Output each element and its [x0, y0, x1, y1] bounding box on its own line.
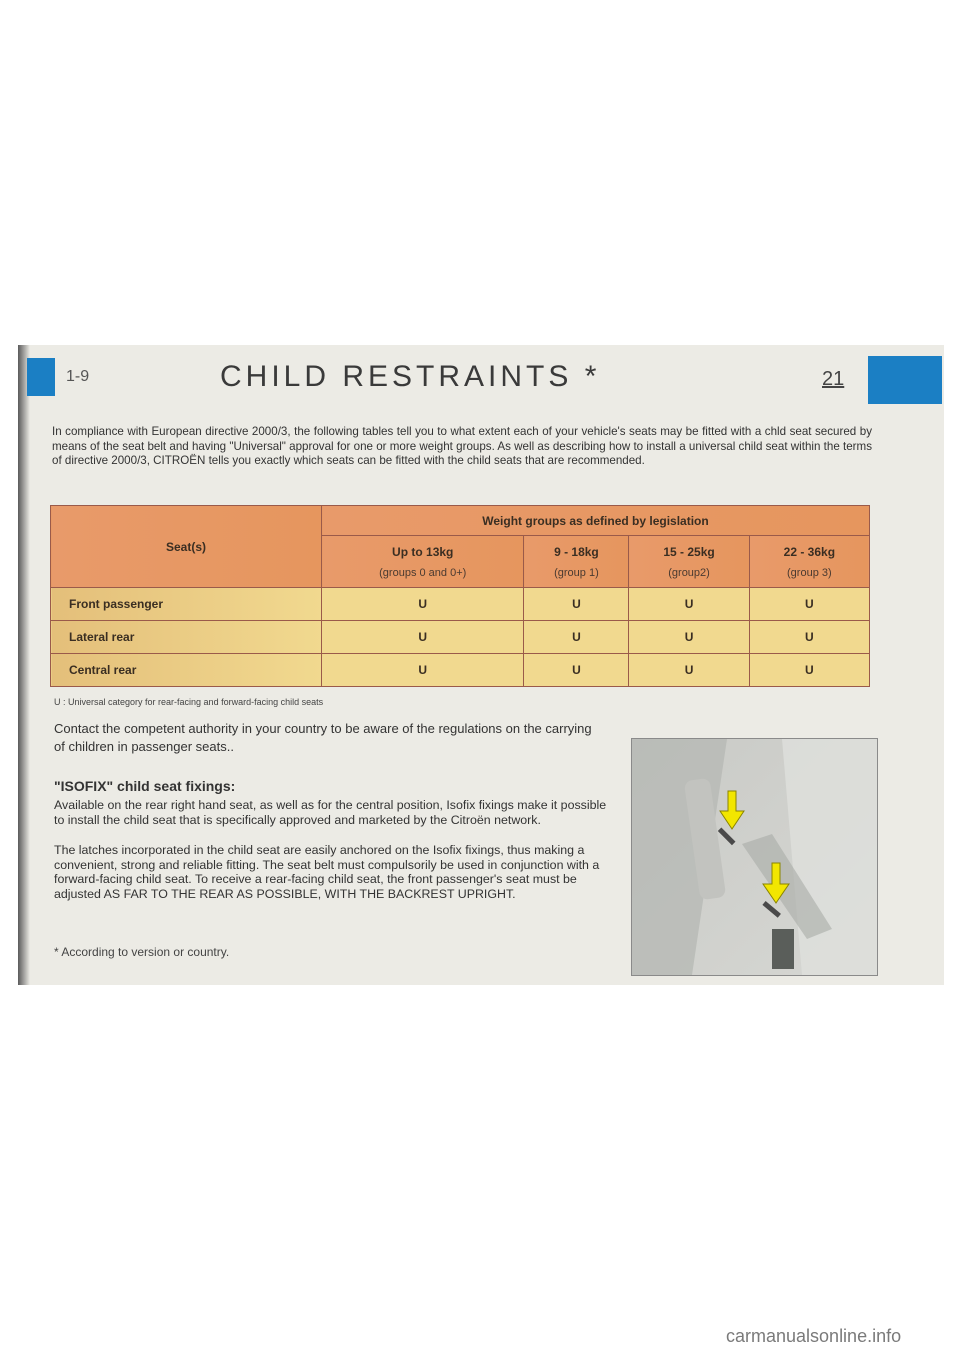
page-title: CHILD RESTRAINTS * — [220, 360, 601, 393]
table-cell: U — [749, 588, 869, 621]
table-cell: U — [322, 621, 524, 654]
table-cell: U — [749, 621, 869, 654]
table-cell: U — [524, 621, 629, 654]
group-weight: 9 - 18kg — [554, 544, 599, 559]
footnote: * According to version or country. — [54, 945, 230, 959]
table-cell: U — [629, 654, 749, 687]
isofix-heading: "ISOFIX" child seat fixings: — [54, 778, 236, 794]
seat-label: Lateral rear — [51, 621, 322, 654]
section-number: 1-9 — [66, 368, 90, 385]
seats-column-header: Seat(s) — [51, 506, 322, 588]
isofix-photo — [631, 738, 878, 976]
group-column-header — [629, 536, 749, 588]
table-cell: U — [524, 654, 629, 687]
isofix-paragraph-1: Available on the rear right hand seat, as well as for the central position, Isofix fixings make it possible to install the child seat that is specifically approved and marketed by the Citroën network. — [54, 798, 607, 827]
isofix-paragraph-2: The latches incorporated in the child seat are easily anchored on the Isofix fixings, thus making a convenient, strong and reliable fitting. The seat belt must compulsorily be used in conjunction with a forward-facing child seat. To receive a rear-facing child seat, the front passenger's seat must be adjusted AS FAR TO THE REAR AS POSSIBLE, WITH THE BACKREST UPRIGHT. — [54, 843, 600, 901]
group-weight: 22 - 36kg — [783, 544, 836, 559]
seat-label: Central rear — [51, 654, 322, 687]
contact-paragraph: Contact the competent authority in your country to be aware of the regulations on the carrying of children in passenger seats.. — [54, 721, 592, 754]
table-cell: U — [322, 588, 524, 621]
table-row — [51, 621, 870, 654]
left-section-tab — [27, 358, 55, 396]
table-cell: U — [322, 654, 524, 687]
table-row — [51, 588, 870, 621]
weight-groups-header: Weight groups as defined by legislation — [322, 506, 870, 536]
table-legend: U : Universal category for rear-facing and forward-facing child seats — [54, 697, 324, 707]
table-cell: U — [629, 588, 749, 621]
table-cell: U — [629, 621, 749, 654]
seat-label: Front passenger — [51, 588, 322, 621]
group-label: (groups 0 and 0+) — [379, 566, 467, 579]
group-label: (group2) — [668, 566, 710, 579]
group-column-header — [524, 536, 629, 588]
group-weight: 15 - 25kg — [663, 544, 715, 559]
page-number: 21 — [822, 368, 845, 390]
isofix-photo-illustration — [632, 739, 877, 975]
group-label: (group 1) — [554, 566, 599, 579]
right-section-tab — [868, 356, 942, 404]
group-weight: Up to 13kg — [392, 544, 454, 559]
table-cell: U — [749, 654, 869, 687]
weight-groups-table — [50, 505, 870, 687]
group-column-header — [749, 536, 869, 588]
page-binding-shadow — [18, 345, 30, 985]
table-row — [51, 654, 870, 687]
group-label: (group 3) — [787, 566, 832, 579]
group-column-header — [322, 536, 524, 588]
table-cell: U — [524, 588, 629, 621]
intro-paragraph: In compliance with European directive 2000/3, the following tables tell you to what extent each of your vehicle's seats may be fitted with a chld seat secured by means of the seat belt and having "Universal" approval for one or more weight groups. As well as describing how to install a universal child seat within the terms of directive 2000/3, CITROËN tells you exactly which seats can be fitted with the child seats that are recommended. — [52, 425, 872, 467]
watermark: carmanualsonline.info — [726, 1326, 902, 1346]
